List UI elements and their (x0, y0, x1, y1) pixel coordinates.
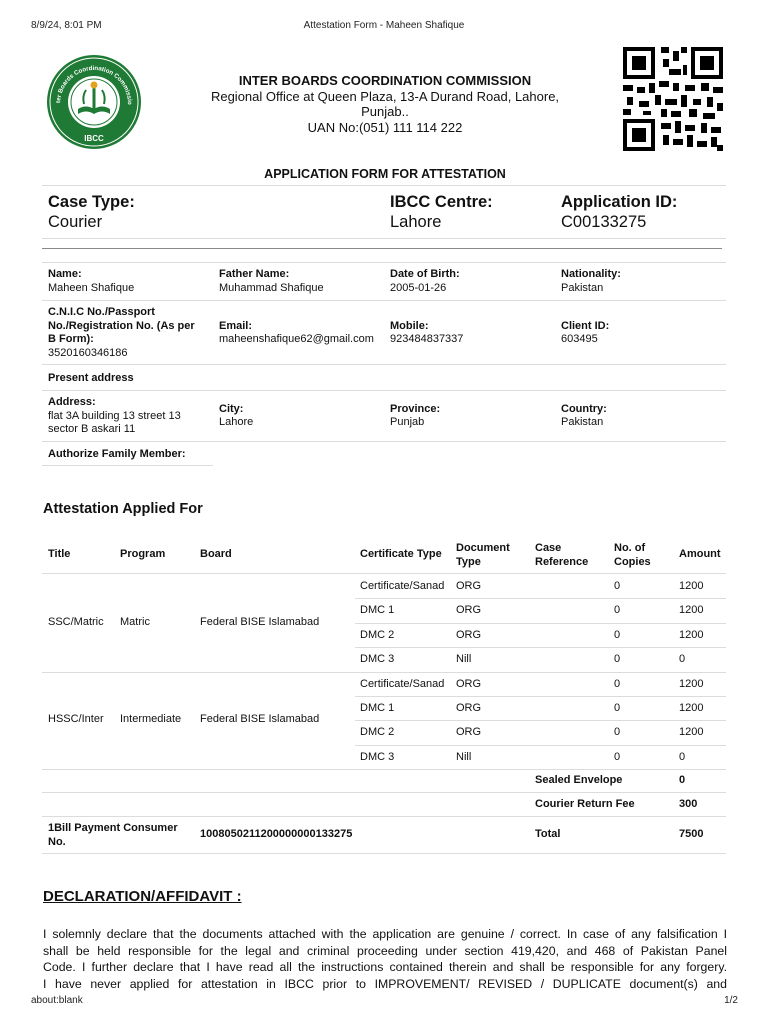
case-type-value: Courier (48, 213, 103, 231)
declaration-text (43, 926, 727, 992)
logo-arc-text: ter Boards Coordination Commissio (55, 64, 134, 105)
bill-consumer-number: 1008050211200000000133275 (200, 828, 353, 840)
org-uan: UAN No:(051) 111 114 222 (307, 120, 463, 135)
cnic-value: 3520160346186 (48, 347, 128, 359)
certificate-type-cell: DMC 3 (360, 653, 395, 665)
org-name: INTER BOARDS COORDINATION COMMISSION (238, 73, 532, 88)
name-label: Name: (48, 268, 82, 280)
col-case-reference-line-1: Case (535, 542, 562, 554)
amount-cell: 0 (679, 653, 686, 665)
copies-cell: 0 (614, 604, 621, 616)
document-type-cell: ORG (456, 702, 482, 714)
sealed-envelope-label: Sealed Envelope (535, 774, 623, 786)
col-title: Title (48, 548, 71, 560)
group-title-cell: SSC/Matric (48, 616, 104, 628)
col-board: Board (200, 548, 232, 560)
col-certificate-type: Certificate Type (360, 548, 442, 560)
ibcc-logo (46, 54, 142, 150)
document-type-cell: ORG (456, 678, 482, 690)
application-id-value: C00133275 (561, 213, 647, 231)
divider (42, 573, 726, 574)
sealed-envelope-value: 0 (679, 774, 686, 786)
copies-cell: 0 (614, 702, 621, 714)
document-type-cell: ORG (456, 604, 482, 616)
city-label: City: (219, 403, 244, 415)
nationality-value: Pakistan (561, 282, 604, 294)
copies-cell: 0 (614, 726, 621, 738)
declaration-line-3: Code. I further declare that I have read all the instructions contained therein and shall be responsible for any forgery. (43, 960, 727, 974)
father-name-label: Father Name: (219, 268, 290, 280)
amount-cell: 0 (679, 751, 686, 763)
print-url: about:blank (31, 995, 83, 1006)
family-member-label: Authorize Family Member: (48, 448, 186, 460)
copies-cell: 0 (614, 653, 621, 665)
total-value: 7500 (679, 828, 704, 840)
divider (42, 185, 726, 186)
divider (42, 364, 726, 365)
copies-cell: 0 (614, 751, 621, 763)
document-type-cell: ORG (456, 580, 482, 592)
logo-abbr: IBCC (84, 134, 104, 143)
group-board-cell: Federal BISE Islamabad (200, 713, 320, 725)
country-label: Country: (561, 403, 607, 415)
city-value: Lahore (219, 416, 254, 428)
certificate-type-cell: Certificate/Sanad (360, 678, 445, 690)
amount-cell: 1200 (679, 629, 704, 641)
country-value: Pakistan (561, 416, 604, 428)
divider (42, 300, 726, 301)
certificate-type-cell: Certificate/Sanad (360, 580, 445, 592)
cnic-label-line-2: No./Registration No. (As per (48, 320, 195, 332)
col-program: Program (120, 548, 166, 560)
province-label: Province: (390, 403, 441, 415)
divider (42, 816, 726, 817)
attestation-heading: Attestation Applied For (43, 501, 203, 517)
org-address-line-2: Punjab.. (361, 104, 409, 119)
nationality-label: Nationality: (561, 268, 621, 280)
province-value: Punjab (390, 416, 425, 428)
client-id-label: Client ID: (561, 320, 610, 332)
col-document-type-line-2: Type (456, 556, 481, 568)
dob-label: Date of Birth: (390, 268, 460, 280)
copies-cell: 0 (614, 678, 621, 690)
certificate-type-cell: DMC 1 (360, 604, 395, 616)
bill-label-line-2: No. (48, 836, 66, 848)
bill-label-line-1: 1Bill Payment Consumer (48, 822, 178, 834)
courier-return-fee-label: Courier Return Fee (535, 798, 635, 810)
amount-cell: 1200 (679, 726, 704, 738)
group-program-cell: Intermediate (120, 713, 182, 725)
org-address-line-1: Regional Office at Queen Plaza, 13-A Durand Road, Lahore, (210, 89, 560, 104)
declaration-line-4: I have never applied for attestation in IBCC prior to IMPROVEMENT/ REVISED / DUPLICATE document(s) and (43, 976, 727, 991)
certificate-type-cell: DMC 1 (360, 702, 395, 714)
address-line-2: sector B askari 11 (48, 423, 136, 435)
row-divider (355, 647, 726, 648)
case-type-label: Case Type: (48, 193, 135, 211)
qr-code (623, 47, 723, 151)
divider (42, 441, 726, 442)
col-document-type-line-1: Document (456, 542, 510, 554)
group-program-cell: Matric (120, 616, 150, 628)
row-divider (355, 623, 726, 624)
name-value: Maheen Shafique (48, 282, 135, 294)
amount-cell: 1200 (679, 580, 704, 592)
address-line-1: flat 3A building 13 street 13 (48, 410, 181, 422)
document-type-cell: ORG (456, 629, 482, 641)
document-type-cell: Nill (456, 653, 472, 665)
divider (42, 390, 726, 391)
print-page-number: 1/2 (724, 995, 738, 1006)
declaration-heading: DECLARATION/AFFIDAVIT : (43, 888, 242, 905)
row-divider (42, 769, 726, 770)
certificate-type-cell: DMC 2 (360, 629, 395, 641)
col-copies-line-1: No. of (614, 542, 646, 554)
row-divider (355, 720, 726, 721)
courier-return-fee-value: 300 (679, 798, 698, 810)
amount-cell: 1200 (679, 678, 704, 690)
row-divider (355, 598, 726, 599)
print-page-title: Attestation Form - Maheen Shafique (303, 20, 465, 31)
dob-value: 2005-01-26 (390, 282, 447, 294)
row-divider (42, 672, 726, 673)
row-divider (355, 745, 726, 746)
application-id-label: Application ID: (561, 193, 678, 211)
col-copies-line-2: Copies (614, 556, 651, 568)
copies-cell: 0 (614, 629, 621, 641)
amount-cell: 1200 (679, 702, 704, 714)
copies-cell: 0 (614, 580, 621, 592)
ibcc-centre-label: IBCC Centre: (390, 193, 493, 211)
document-type-cell: Nill (456, 751, 472, 763)
group-board-cell: Federal BISE Islamabad (200, 616, 320, 628)
mobile-label: Mobile: (390, 320, 429, 332)
divider (42, 238, 726, 239)
email-value: maheenshafique62@gmail.com (219, 333, 374, 345)
divider (42, 248, 722, 249)
total-label: Total (535, 828, 561, 840)
father-name-value: Muhammad Shafique (219, 282, 324, 294)
present-address-heading: Present address (48, 372, 134, 384)
cnic-label-line-1: C.N.I.C No./Passport (48, 306, 155, 318)
divider (42, 853, 726, 854)
divider (42, 792, 726, 793)
ibcc-centre-value: Lahore (390, 213, 442, 231)
declaration-line-1: I solemnly declare that the documents attached with the application are genuine / correct. In case of any falsification I (43, 927, 727, 941)
address-label: Address: (48, 396, 96, 408)
document-type-cell: ORG (456, 726, 482, 738)
col-case-reference-line-2: Reference (535, 556, 589, 568)
col-amount: Amount (679, 548, 721, 560)
cnic-label-line-3: B Form): (48, 333, 94, 345)
amount-cell: 1200 (679, 604, 704, 616)
row-divider (355, 696, 726, 697)
certificate-type-cell: DMC 2 (360, 726, 395, 738)
divider (42, 262, 726, 263)
declaration-line-2: shall be held responsible for the legal and criminal proceeding under section 419,420, and 468 of Pakistan Panel (43, 943, 727, 958)
client-id-value: 603495 (561, 333, 598, 345)
email-label: Email: (219, 320, 253, 332)
print-timestamp: 8/9/24, 8:01 PM (31, 20, 102, 31)
group-title-cell: HSSC/Inter (48, 713, 104, 725)
certificate-type-cell: DMC 3 (360, 751, 395, 763)
form-title: APPLICATION FORM FOR ATTESTATION (264, 167, 506, 181)
divider (42, 465, 213, 466)
mobile-value: 923484837337 (390, 333, 464, 345)
